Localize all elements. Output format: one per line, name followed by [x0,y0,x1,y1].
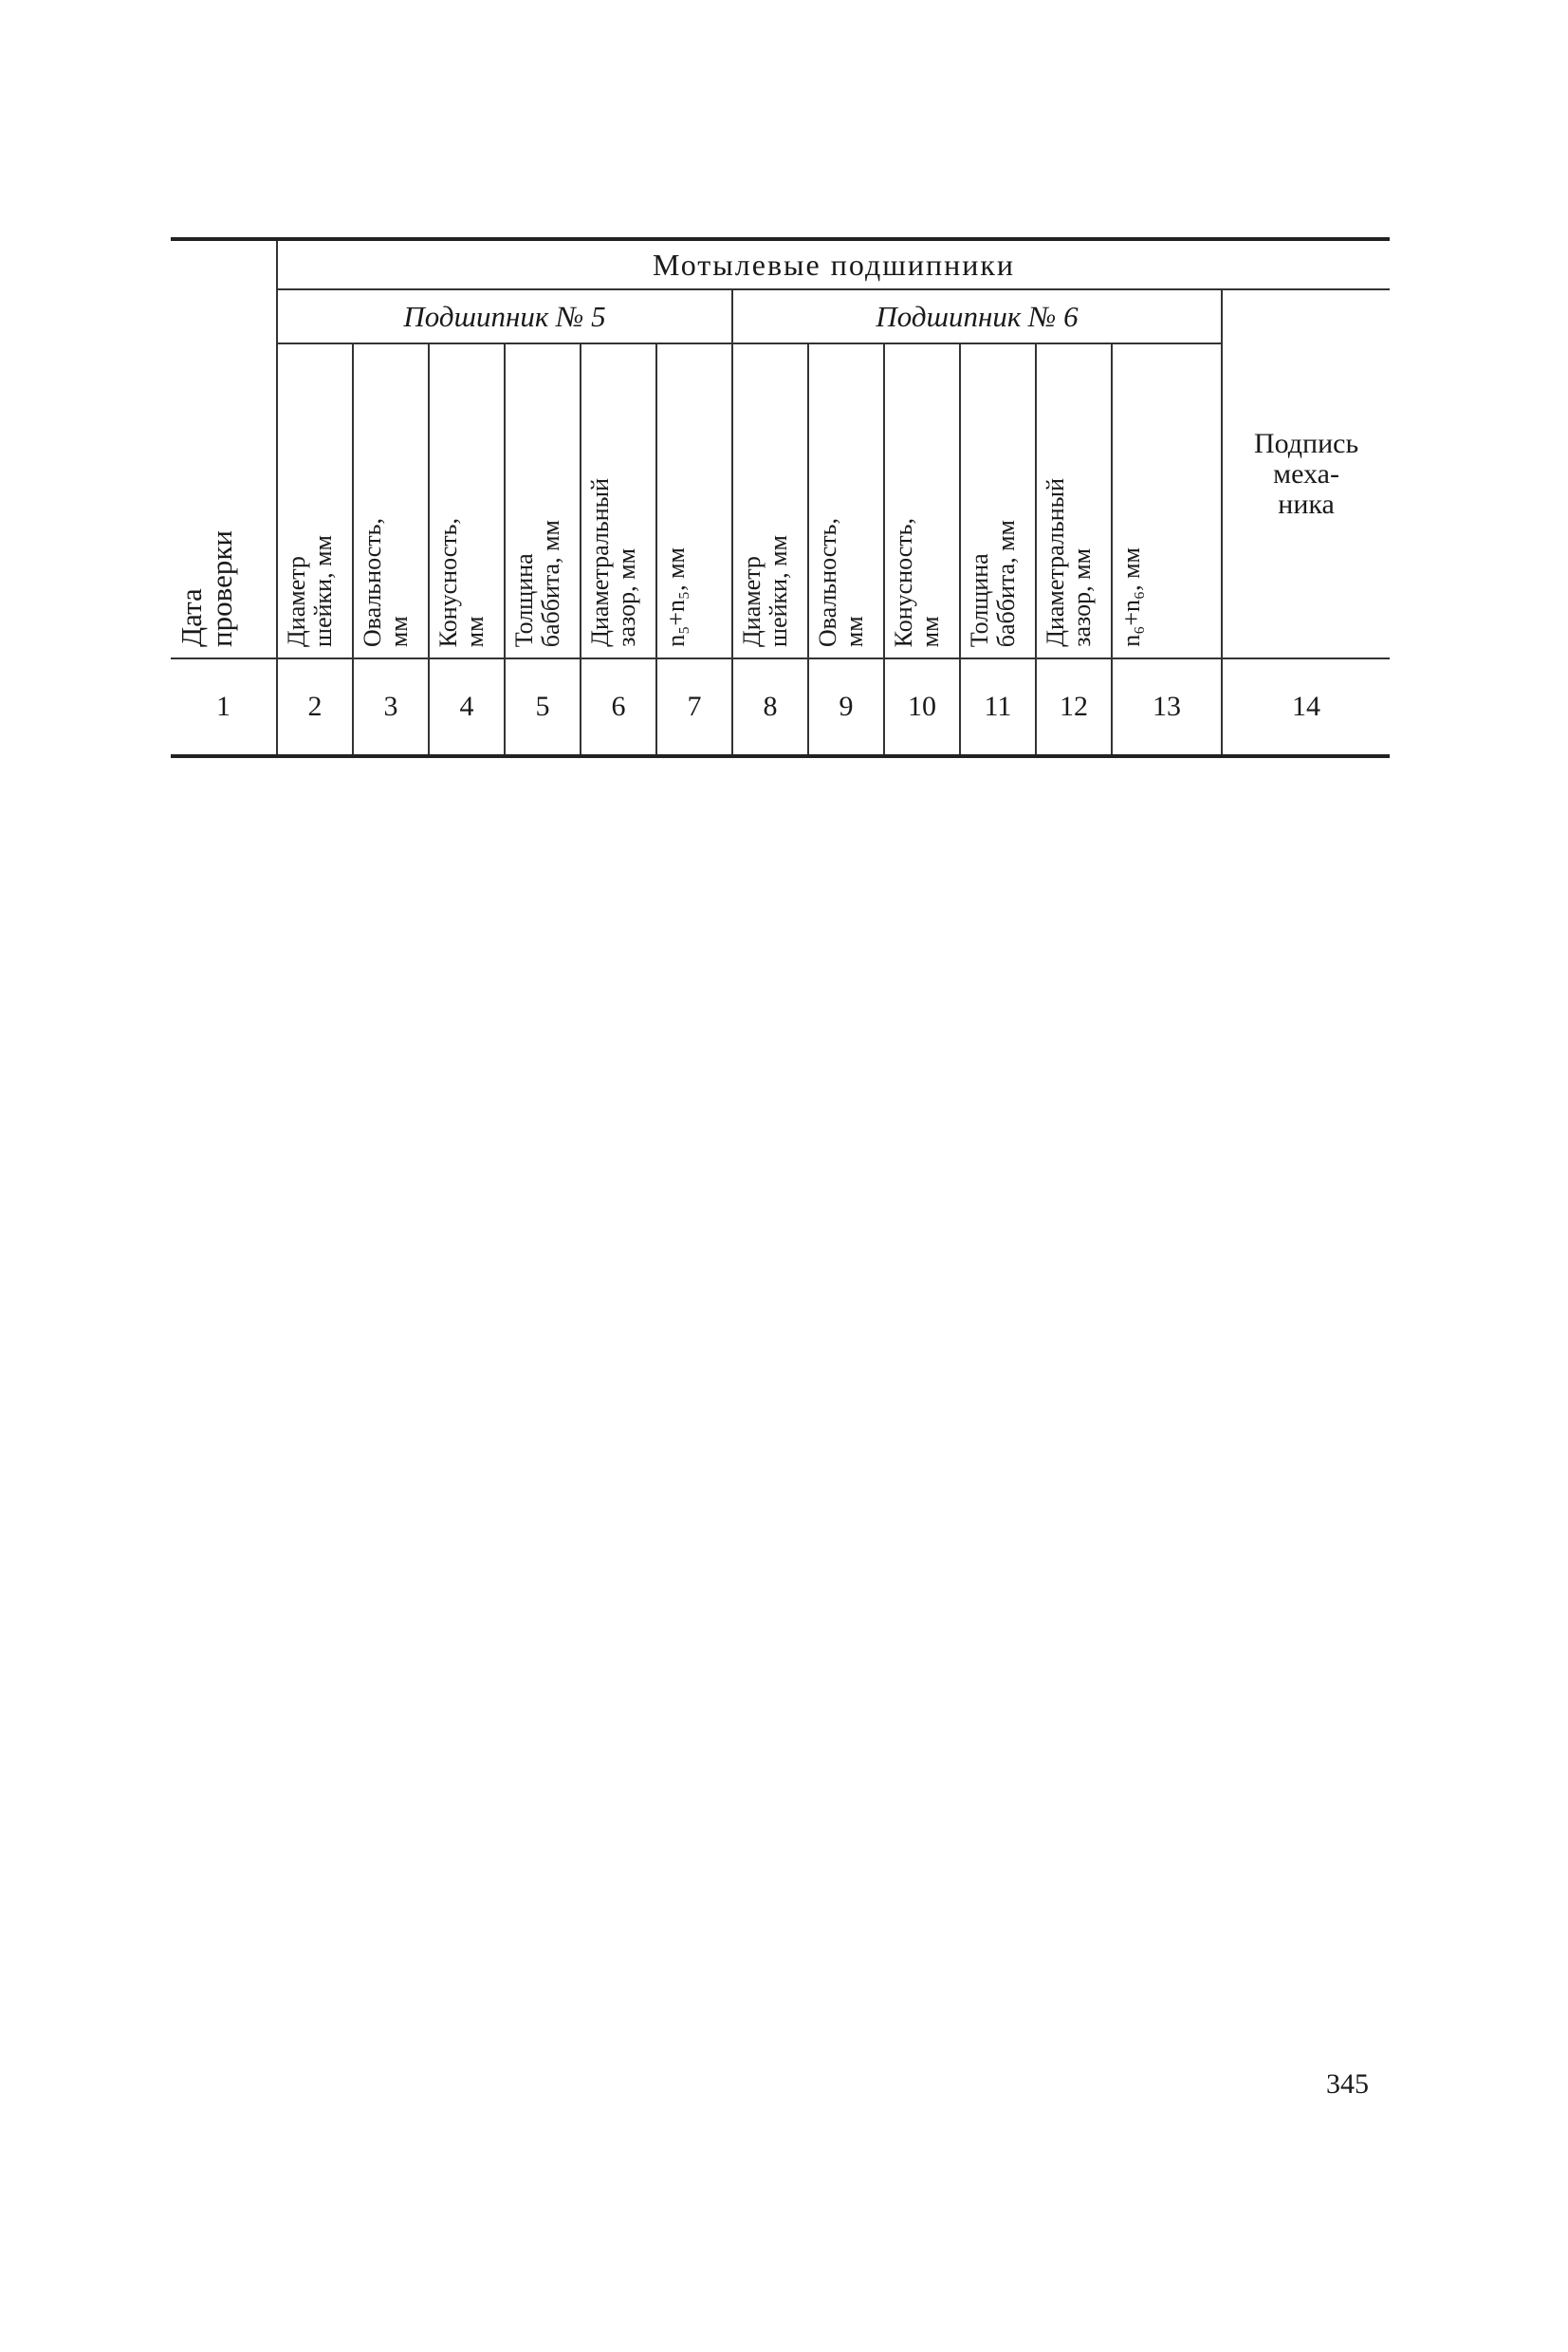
col-number: 2 [277,658,353,756]
b5-col-ovality [353,343,429,658]
col-number: 3 [353,658,429,756]
b5-col-clearance [581,343,656,658]
date-header-cell [171,239,277,658]
col-number: 14 [1222,658,1390,756]
b5-col-taper-label: Конусность, мм [434,517,489,647]
bearing6-title: Подшипник № 6 [732,289,1222,343]
col-number: 6 [581,658,656,756]
bearing5-title: Подшипник № 5 [277,289,732,343]
col-number: 9 [808,658,884,756]
b6-col-sum-label: n₆+n₆, мм [1117,547,1145,647]
col-number: 4 [429,658,505,756]
b5-col-sum-label: n₅+n₅, мм [662,547,690,647]
column-number-row [171,658,1390,756]
date-header: Дата проверки [175,530,238,647]
col-number: 1 [216,691,231,722]
col-number: 5 [505,658,581,756]
b6-col-clearance-label: Диаметральный зазор, мм [1042,478,1096,647]
b6-col-clearance [1036,343,1112,658]
b5-col-babbit-label: Толщина баббита, мм [510,519,564,647]
b5-col-diameter-label: Диаметр шейки, мм [283,535,337,647]
b6-col-ovality-label: Овальность, мм [814,517,868,647]
b6-col-babbit-label: Толщина баббита, мм [966,519,1020,647]
page-number: 345 [1326,2068,1369,2100]
b6-col-taper-label: Конусность, мм [890,517,944,647]
b5-col-babbit [505,343,581,658]
col-number: 7 [656,658,732,756]
b6-col-taper [884,343,960,658]
b6-col-diameter-label: Диаметр шейки, мм [738,535,792,647]
bearing-table [171,237,1390,758]
b5-col-clearance-label: Диаметральный зазор, мм [586,478,640,647]
b5-col-taper [429,343,505,658]
bearing-inspection-table [171,237,1390,758]
col-number: 11 [960,658,1036,756]
b5-col-diameter [277,343,353,658]
col-number: 12 [1036,658,1112,756]
col-number: 8 [732,658,808,756]
b6-col-ovality [808,343,884,658]
signature-header: Подпись меха- ника [1222,289,1390,658]
col-number: 13 [1112,658,1222,756]
b6-col-sum [1112,343,1222,658]
b6-col-diameter [732,343,808,658]
group-header: Мотылевые подшипники [277,239,1390,289]
col-number: 10 [884,658,960,756]
b5-col-ovality-label: Овальность, мм [359,517,413,647]
b5-col-sum [656,343,732,658]
b6-col-babbit [960,343,1036,658]
